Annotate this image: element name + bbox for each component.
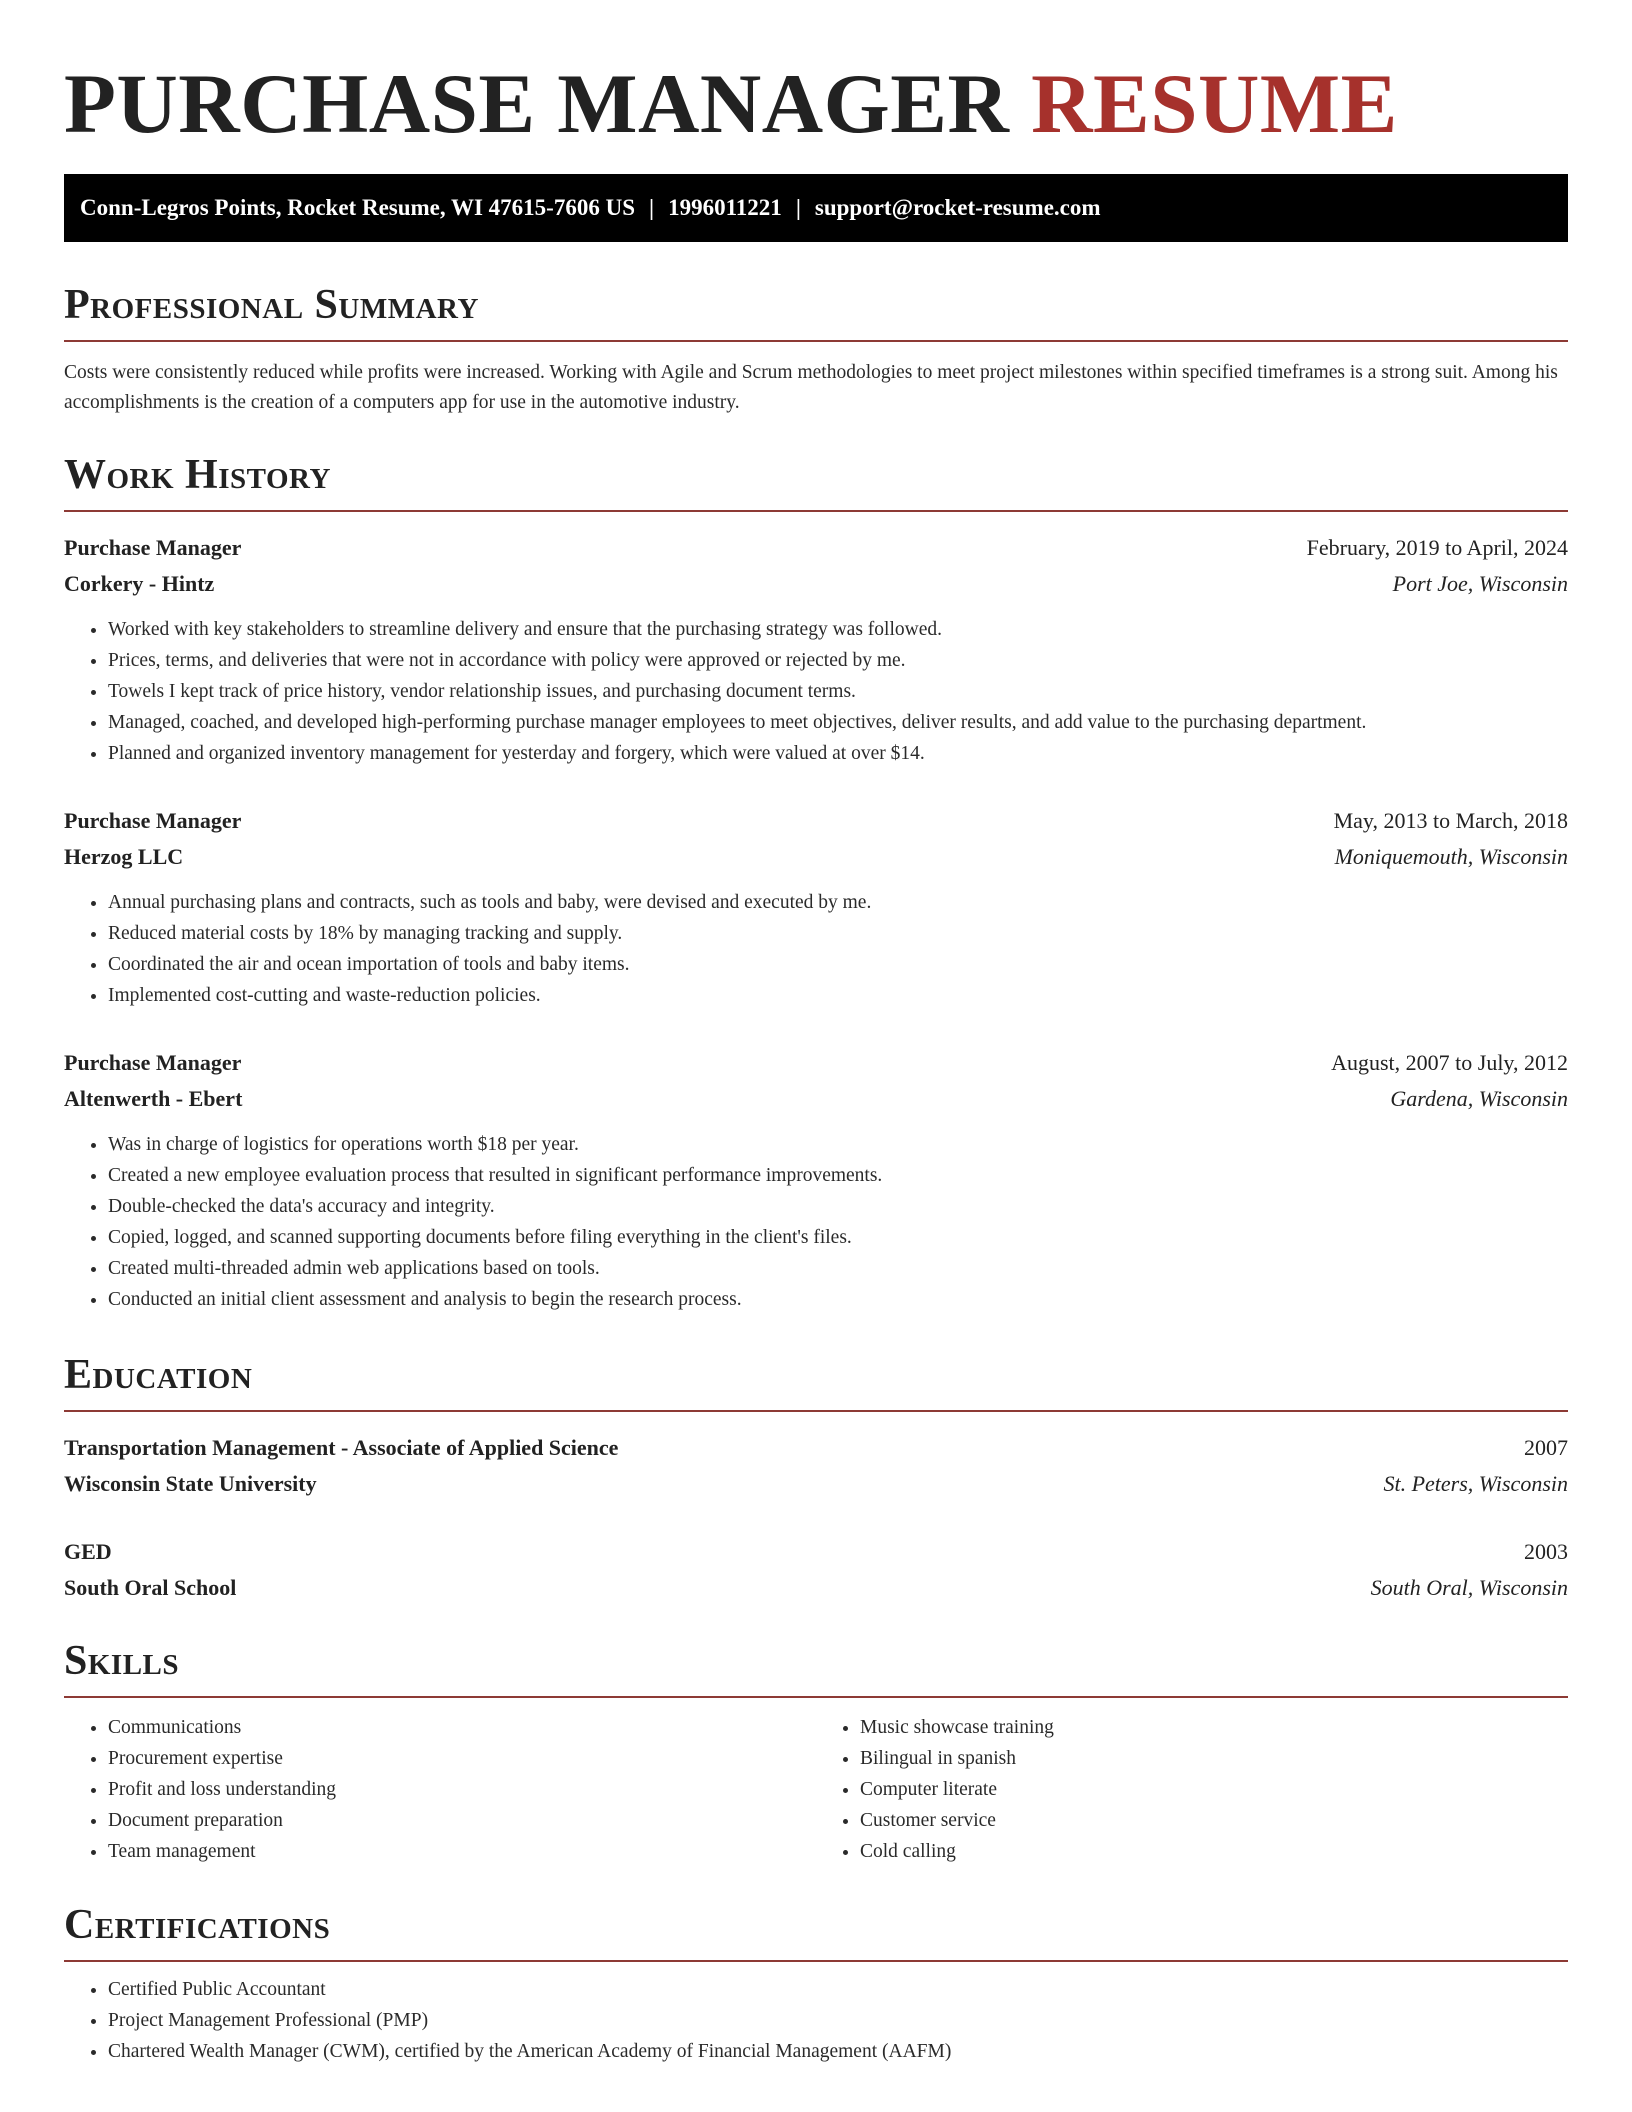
education-location: South Oral, Wisconsin <box>1370 1575 1568 1600</box>
list-item: • Worked with key stakeholders to streamline delivery and ensure that the purchasing strategy was followed. <box>108 614 1568 645</box>
job-title: Purchase Manager <box>64 535 242 560</box>
list-item: • Copied, logged, and scanned supporting documents before filing everything in the client's files. <box>108 1222 1568 1253</box>
contact-bar <box>64 174 1568 242</box>
job-bullets <box>64 1129 1568 1315</box>
job-entry <box>64 803 1568 1011</box>
list-item: • Profit and loss understanding <box>108 1774 816 1805</box>
job-company: Corkery - Hintz <box>64 571 215 596</box>
list-item: • Document preparation <box>108 1805 816 1836</box>
education-school: Wisconsin State University <box>64 1471 317 1496</box>
list-item: • Certified Public Accountant <box>108 1974 1568 2005</box>
list-item: • Managed, coached, and developed high-performing purchase manager employees to meet objectives, deliver results, and add value to the purchasing department. <box>108 707 1568 738</box>
section-heading: Certifications <box>64 1896 1568 1962</box>
list-item: • Created multi-threaded admin web applications based on tools. <box>108 1253 1568 1284</box>
title-accent: RESUME <box>1031 57 1398 151</box>
job-header-row <box>64 803 1568 839</box>
certifications-list <box>64 1974 1568 2067</box>
skills-list-right <box>816 1712 1568 1867</box>
skills-section <box>64 1632 1568 1867</box>
list-item: • Chartered Wealth Manager (CWM), certified by the American Academy of Financial Management (AAFM) <box>108 2036 1568 2067</box>
contact-separator: | <box>795 195 801 220</box>
job-bullets <box>64 614 1568 769</box>
list-item: • Cold calling <box>860 1836 1568 1867</box>
resume-title <box>64 57 1568 151</box>
education-school-row <box>64 1466 1568 1502</box>
list-item: • Prices, terms, and deliveries that were not in accordance with policy were approved or rejected by me. <box>108 645 1568 676</box>
job-company: Altenwerth - Ebert <box>64 1086 243 1111</box>
education-year: 2007 <box>1524 1435 1568 1460</box>
job-company: Herzog LLC <box>64 844 184 869</box>
list-item: • Was in charge of logistics for operations worth $18 per year. <box>108 1129 1568 1160</box>
list-item: • Project Management Professional (PMP) <box>108 2005 1568 2036</box>
skills-list-left <box>64 1712 816 1867</box>
job-dates: May, 2013 to March, 2018 <box>1333 808 1568 833</box>
contact-phone[interactable]: 1996011221 <box>668 195 782 220</box>
education-school-row <box>64 1570 1568 1606</box>
list-item: • Conducted an initial client assessment and analysis to begin the research process. <box>108 1284 1568 1315</box>
contact-email[interactable]: support@rocket-resume.com <box>814 195 1101 220</box>
job-bullets <box>64 887 1568 1011</box>
job-company-row <box>64 566 1568 602</box>
certifications-section <box>64 1896 1568 2067</box>
list-item: • Team management <box>108 1836 816 1867</box>
education-school: South Oral School <box>64 1575 237 1600</box>
education-entry <box>64 1430 1568 1502</box>
section-heading: Skills <box>64 1632 1568 1698</box>
education-degree: GED <box>64 1539 112 1564</box>
list-item: • Procurement expertise <box>108 1743 816 1774</box>
job-dates: February, 2019 to April, 2024 <box>1306 535 1568 560</box>
section-heading: Education <box>64 1346 1568 1412</box>
education-location: St. Peters, Wisconsin <box>1383 1471 1568 1496</box>
job-dates: August, 2007 to July, 2012 <box>1331 1050 1568 1075</box>
job-title: Purchase Manager <box>64 1050 242 1075</box>
skills-columns <box>64 1712 1568 1867</box>
education-degree-row <box>64 1534 1568 1570</box>
job-location: Moniquemouth, Wisconsin <box>1334 844 1568 869</box>
education-section <box>64 1346 1568 1606</box>
list-item: • Created a new employee evaluation process that resulted in significant performance improvements. <box>108 1160 1568 1191</box>
education-year: 2003 <box>1524 1539 1568 1564</box>
education-degree-row <box>64 1430 1568 1466</box>
list-item: • Bilingual in spanish <box>860 1743 1568 1774</box>
contact-address: Conn-Legros Points, Rocket Resume, WI 47615-7606 US <box>80 195 635 220</box>
list-item: • Double-checked the data's accuracy and integrity. <box>108 1191 1568 1222</box>
summary-text: Costs were consistently reduced while profits were increased. Working with Agile and Scrum methodologies to meet project milestones within specified timeframes is a strong suit. Among his accomplishments is the creation of a computers app for use in the automotive industry. <box>64 362 1558 413</box>
job-header-row <box>64 1045 1568 1081</box>
list-item: • Computer literate <box>860 1774 1568 1805</box>
list-item: • Reduced material costs by 18% by managing tracking and supply. <box>108 918 1568 949</box>
section-heading: Work History <box>64 446 1568 512</box>
job-title: Purchase Manager <box>64 808 242 833</box>
title-main: PURCHASE MANAGER <box>64 57 1010 151</box>
education-entry <box>64 1534 1568 1606</box>
list-item: • Music showcase training <box>860 1712 1568 1743</box>
section-heading: Professional Summary <box>64 276 1568 342</box>
job-entry <box>64 1045 1568 1315</box>
list-item: • Annual purchasing plans and contracts, such as tools and baby, were devised and executed by me. <box>108 887 1568 918</box>
list-item: • Implemented cost-cutting and waste-reduction policies. <box>108 980 1568 1011</box>
work-history-section <box>64 446 1568 1315</box>
list-item: • Towels I kept track of price history, vendor relationship issues, and purchasing document terms. <box>108 676 1568 707</box>
list-item: • Coordinated the air and ocean importation of tools and baby items. <box>108 949 1568 980</box>
list-item: • Customer service <box>860 1805 1568 1836</box>
job-location: Port Joe, Wisconsin <box>1392 571 1568 596</box>
job-company-row <box>64 839 1568 875</box>
summary-section <box>64 276 1568 418</box>
education-degree: Transportation Management - Associate of Applied Science <box>64 1435 619 1460</box>
job-entry <box>64 530 1568 769</box>
job-header-row <box>64 530 1568 566</box>
job-location: Gardena, Wisconsin <box>1390 1086 1568 1111</box>
list-item: • Communications <box>108 1712 816 1743</box>
list-item: • Planned and organized inventory management for yesterday and forgery, which were valued at over $14. <box>108 738 1568 769</box>
resume-page <box>64 0 1568 2062</box>
contact-separator: | <box>649 195 655 220</box>
job-company-row <box>64 1081 1568 1117</box>
